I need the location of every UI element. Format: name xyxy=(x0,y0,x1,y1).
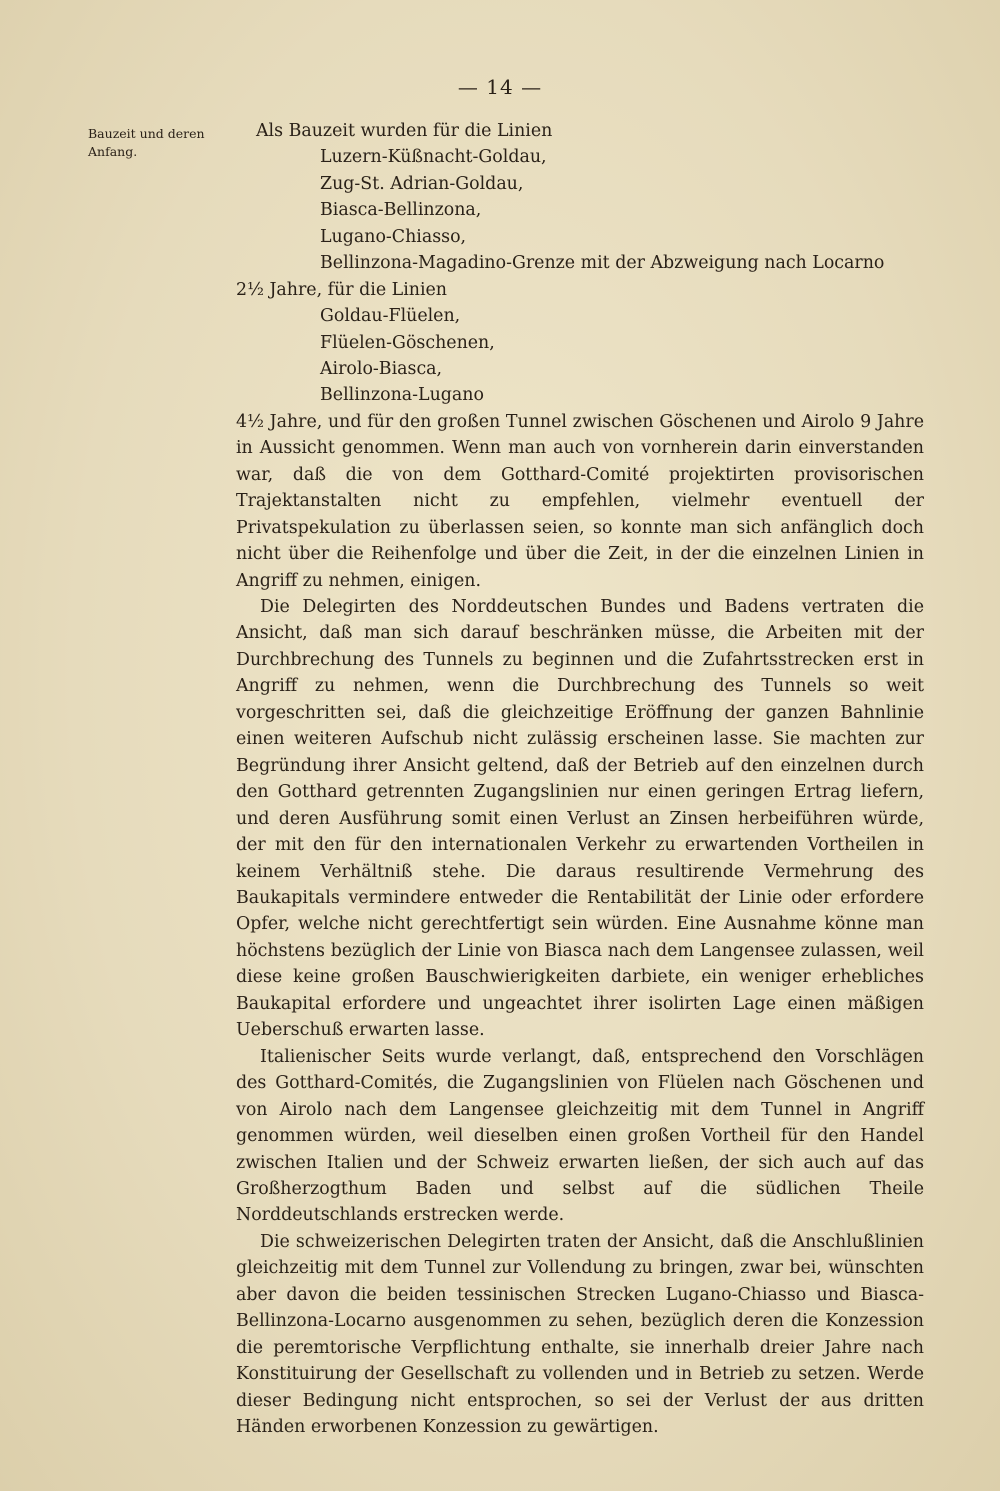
page-number: — 14 — xyxy=(457,75,543,99)
paragraph: Die schweizerischen Delegirten traten der Ansicht, daß die Anschlußlinien gleichzeitig mit dem Tunnel zur Vollendung zu bringen, zwar bei, wünschten aber davon die beiden tessinischen Strecken Lugano-Chiasso und Biasca-Bellinzona-Locarno ausgenommen zu sehen, bezüglich deren die Konzession die peremtorische Verpflichtung enthalte, sie innerhalb dreier Jahre nach Konstituirung der Gesellschaft zu vollenden und in Betrieb zu setzen. Werde dieser Bedingung nicht entsprochen, so sei der Verlust der aus dritten Händen erworbenen Konzession zu gewärtigen. xyxy=(236,1231,924,1438)
route-item: Bellinzona-Magadino-Grenze mit der Abzweigung nach Locarno xyxy=(320,253,885,274)
route-list-2 xyxy=(236,303,924,409)
route-item: Flüelen-Göschenen, xyxy=(320,332,495,353)
intro-line: Als Bauzeit wurden für die Linien xyxy=(256,121,553,141)
body-text xyxy=(236,118,924,1440)
route-item: Luzern-Küßnacht-Goldau, xyxy=(320,147,547,168)
duration-line: 2½ Jahre, für die Linien xyxy=(236,279,448,300)
paragraph: 4½ Jahre, und für den großen Tunnel zwischen Göschenen und Airolo 9 Jahre in Aussicht genommen. Wenn man auch von vornherein darin einverstanden war, daß die von dem Gotthard-Comité projektirten provisorischen Trajektanstalten nicht zu empfehlen, vielmehr eventuell der Privatspekulation zu überlassen seien, so konnte man sich anfänglich doch nicht über die Reihenfolge und über die Zeit, in der die einzelnen Linien in Angriff zu nehmen, einigen. xyxy=(236,411,924,591)
route-item: Airolo-Biasca, xyxy=(320,358,443,379)
paragraph: Italienischer Seits wurde verlangt, daß, entsprechend den Vorschlägen des Gotthard-Comités, die Zugangslinien von Flüelen nach Göschenen und von Airolo nach dem Langensee gleichzeitig mit dem Tunnel in Angriff genommen würden, weil dieselben einen großen Vortheil für den Handel zwischen Italien und der Schweiz erwarten ließen, der sich auch auf das Großherzogthum Baden und selbst auf die südlichen Theile Norddeutschlands erstrecken werde. xyxy=(236,1046,924,1226)
route-item: Goldau-Flüelen, xyxy=(320,306,461,327)
route-item: Lugano-Chiasso, xyxy=(320,226,467,247)
route-list-1 xyxy=(236,144,924,276)
route-item: Zug-St. Adrian-Goldau, xyxy=(320,173,524,194)
paragraph: Die Delegirten des Norddeutschen Bundes und Badens vertraten die Ansicht, daß man sich darauf beschränken müsse, die Arbeiten mit der Durchbrechung des Tunnels zu beginnen und die Zufahrtsstrecken erst in Angriff zu nehmen, wenn die Durchbrechung des Tunnels so weit vorgeschritten sei, daß die gleichzeitige Eröffnung der ganzen Bahnlinie einen weiteren Aufschub nicht zulässig erscheinen lasse. Sie machten zur Begründung ihrer Ansicht geltend, daß der Betrieb auf den einzelnen durch den Gotthard getrennten Zugangslinien nur einen geringen Ertrag liefern, und deren Ausführung somit einen Verlust an Zinsen herbeiführen würde, der mit den für den internationalen Verkehr zu erwartenden Vortheilen in keinem Verhältniß stehe. Die daraus resultirende Vermehrung des Baukapitals vermindere entweder die Rentabilität der Linie oder erfordere Opfer, welche nicht gerechtfertigt sein würden. Eine Ausnahme könne man höchstens bezüglich der Linie von Biasca nach dem Langensee zulassen, weil diese keine großen Bauschwierigkeiten darbiete, ein weniger erhebliches Baukapital erfordere und ungeachtet ihrer isolirten Lage einen mäßigen Ueberschuß erwarten lasse. xyxy=(236,596,924,1041)
route-item: Bellinzona-Lugano xyxy=(320,385,484,406)
margin-note: Bauzeit und deren Anfang. xyxy=(88,126,205,159)
route-item: Biasca-Bellinzona, xyxy=(320,200,482,221)
